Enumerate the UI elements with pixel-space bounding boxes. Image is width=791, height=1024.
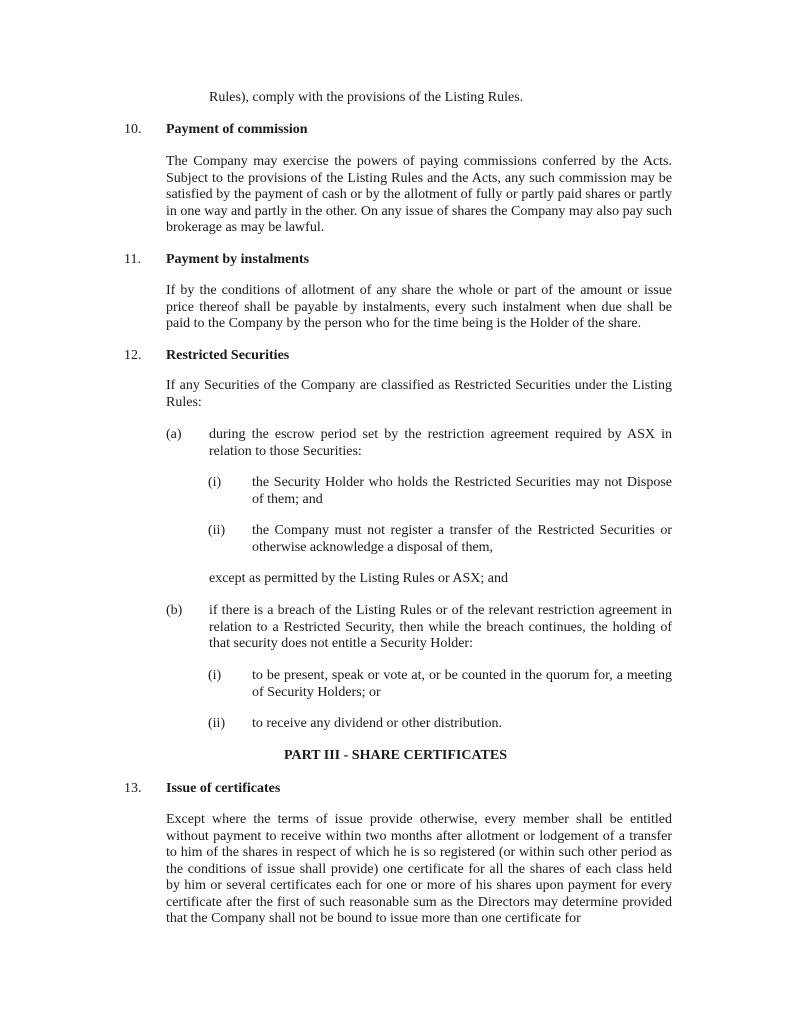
clause-12a-ii-label: (ii) xyxy=(208,523,226,538)
clause-12b-label: (b) xyxy=(166,603,183,618)
clause-12a-ii-text: the Company must not register a transfer of the Restricted Securities or otherwise acknowledge a disposal of them, xyxy=(252,523,672,555)
clause-12a-text: during the escrow period set by the restriction agreement required by ASX in relation to those Securities: xyxy=(209,427,672,459)
clause-13-number: 13. xyxy=(124,781,142,796)
clause-13-heading: Issue of certificates xyxy=(166,781,281,796)
clause-10-heading: Payment of commission xyxy=(166,122,308,137)
clause-11-text: If by the conditions of allotment of any share the whole or part of the amount or issue price thereof shall be payable by instalments, every such instalment when due shall be paid to the Company by the person who for the time being is the Holder of the share. xyxy=(166,283,672,331)
clause-12b-ii-text: to receive any dividend or other distribution. xyxy=(252,716,502,731)
clause-12a-i-text: the Security Holder who holds the Restricted Securities may not Dispose of them; and xyxy=(252,475,672,507)
clause-11-heading: Payment by instalments xyxy=(166,252,310,267)
clause-11-number: 11. xyxy=(124,252,141,267)
clause-12b-ii-label: (ii) xyxy=(208,716,226,731)
clause-12a-label: (a) xyxy=(166,427,182,442)
clause-13-text: Except where the terms of issue provide otherwise, every member shall be entitled without payment to receive within two months after allotment or lodgement of a transfer to him of the shares in respect of which he is so registered (or within such other period as the conditions of issue shall provide) one certificate for all the shares of each class held by him or several certificates each for one or more of his shares upon payment for every certificate after the first of such reasonable sum as the Directors may determine provided that the Company shall not be bound to issue more than one certificate for xyxy=(166,812,672,926)
continuation-text: Rules), comply with the provisions of the Listing Rules. xyxy=(209,90,524,105)
clause-12-intro: If any Securities of the Company are classified as Restricted Securities under the Listing Rules: xyxy=(166,378,672,410)
clause-12a-except: except as permitted by the Listing Rules or ASX; and xyxy=(209,571,509,586)
clause-10-text: The Company may exercise the powers of paying commissions conferred by the Acts. Subject to the provisions of the Listing Rules and the Acts, any such commission may be satisfied by the payment of cash or by the allotment of fully or partly paid shares or partly in one way and partly in the other. On any issue of shares the Company may also pay such brokerage as may be lawful. xyxy=(166,154,672,235)
clause-10-number: 10. xyxy=(124,122,142,137)
part-heading: PART III - SHARE CERTIFICATES xyxy=(283,748,508,763)
clause-12b-text: if there is a breach of the Listing Rules or of the relevant restriction agreement in relation to a Restricted Security, then while the breach continues, the holding of that security does not entitle a Security Holder: xyxy=(209,603,672,651)
clause-12b-i-label: (i) xyxy=(208,668,222,683)
clause-12-number: 12. xyxy=(124,348,142,363)
clause-12-heading: Restricted Securities xyxy=(166,348,290,363)
clause-12a-i-label: (i) xyxy=(208,475,222,490)
clause-12b-i-text: to be present, speak or vote at, or be counted in the quorum for, a meeting of Security Holders; or xyxy=(252,668,672,700)
